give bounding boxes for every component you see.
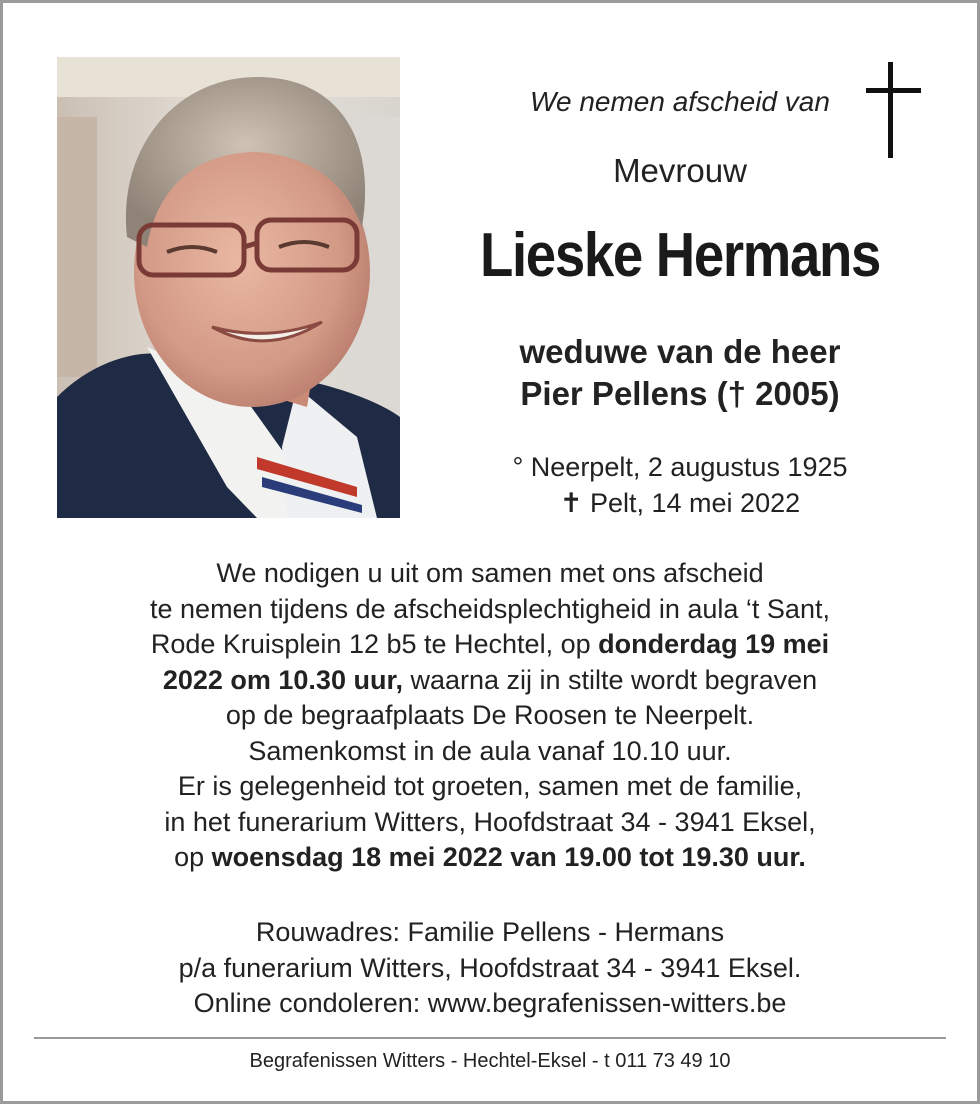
deceased-name: Lieske Hermans [479, 221, 881, 290]
life-dates [410, 449, 950, 521]
footer-divider [34, 1037, 946, 1039]
intro-text: We nemen afscheid van [530, 86, 830, 117]
invitation-line: op de begraafplaats De Roosen te Neerpelt. [225, 700, 755, 730]
invitation-line [40, 663, 940, 699]
ceremony-time-bold: 2022 om 10.30 uur, [162, 664, 403, 695]
visitation-time-bold: woensdag 18 mei 2022 van 19.00 tot 19.30 uur. [211, 842, 806, 872]
invitation-text [40, 556, 940, 876]
invitation-span: waarna zij in stilte wordt begraven [402, 664, 818, 695]
portrait-illustration [57, 57, 400, 518]
birth-date: ° Neerpelt, 2 augustus 1925 [512, 452, 848, 482]
invitation-line: Samenkomst in de aula vanaf 10.10 uur. [248, 735, 732, 766]
invitation-line: te nemen tijdens de afscheidsplechtigheid in aula ‘t Sant, [150, 593, 830, 624]
spouse-info [410, 331, 950, 415]
invitation-line: in het funerarium Witters, Hoofdstraat 34 - 3941 Eksel, [164, 806, 816, 837]
ceremony-date-bold: donderdag 19 mei [598, 629, 830, 659]
spouse-line-1: weduwe van de heer [519, 333, 841, 370]
invitation-span: op [174, 842, 212, 872]
address-line: Rouwadres: Familie Pellens - Hermans [255, 917, 725, 947]
death-date: ✝ Pelt, 14 mei 2022 [559, 488, 801, 518]
condolence-line: Online condoleren: www.begrafenissen-witters.be [193, 988, 787, 1018]
address-line: p/a funerarium Witters, Hoofdstraat 34 - 3941 Eksel. [178, 952, 802, 983]
mourning-address [40, 915, 940, 1022]
invitation-line: We nodigen u uit om samen met ons afscheid [216, 558, 764, 588]
invitation-span: Rode Kruisplein 12 b5 te Hechtel, op [150, 629, 599, 659]
footer-text: Begrafenissen Witters - Hechtel-Eksel - t 011 73 49 10 [249, 1050, 731, 1072]
spouse-line-2: Pier Pellens († 2005) [520, 375, 840, 412]
invitation-line [40, 840, 940, 876]
salutation: Mevrouw [613, 152, 747, 189]
invitation-line: Er is gelegenheid tot groeten, samen met de familie, [177, 771, 803, 801]
invitation-line [40, 627, 940, 663]
portrait-photo [57, 57, 400, 518]
